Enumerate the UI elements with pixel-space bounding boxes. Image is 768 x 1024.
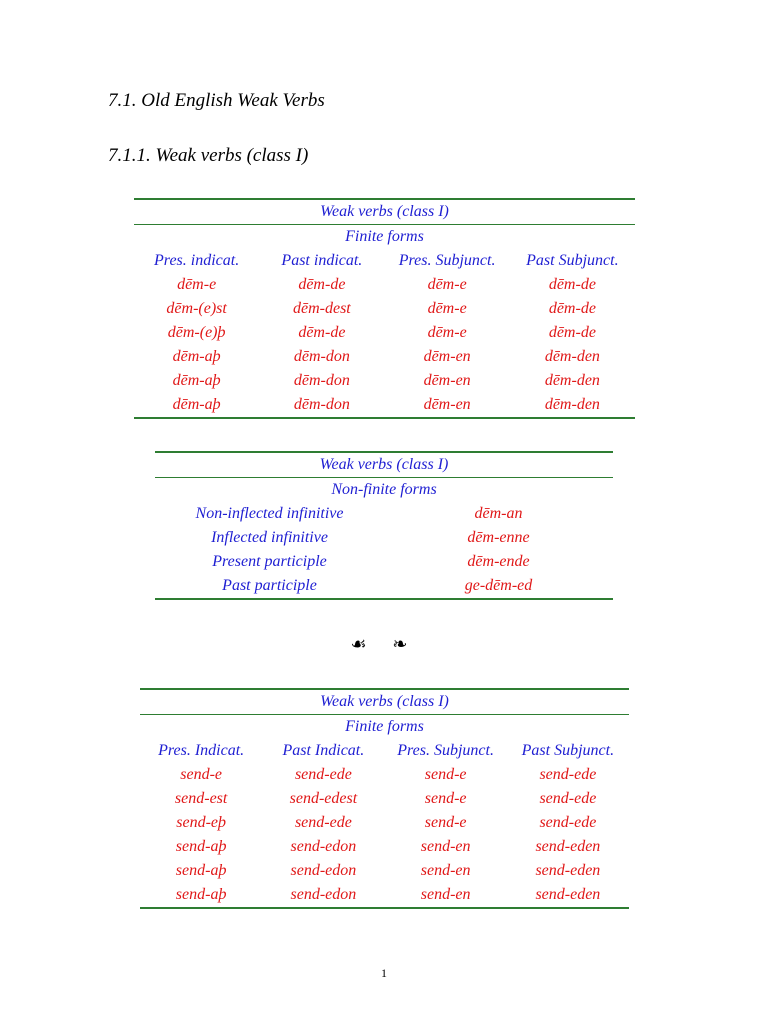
table-cell: send-aþ xyxy=(140,883,262,908)
table-cell: dēm-(e)þ xyxy=(167,324,226,341)
table-cell: send-ede xyxy=(294,766,352,783)
table-cell: dēm-aþ xyxy=(134,393,259,418)
table-header-row xyxy=(140,739,629,763)
table-cell: dēm-den xyxy=(510,393,635,418)
table-cell: send-eþ xyxy=(176,814,226,831)
table-title-row xyxy=(155,452,613,478)
table-row xyxy=(134,273,635,297)
table-row xyxy=(134,321,635,345)
column-header: Past Subjunct. xyxy=(521,742,615,759)
table-cell: send-ede xyxy=(539,814,597,831)
table-cell: send-e xyxy=(180,766,222,783)
table-row xyxy=(155,502,613,526)
table-row xyxy=(140,787,629,811)
table-cell: dēm-de xyxy=(548,300,596,317)
deman-non-finite-forms-table xyxy=(155,451,613,600)
form-value: dēm-enne xyxy=(467,529,530,546)
table-subtitle: Non-finite forms xyxy=(331,481,437,498)
table-cell: dēm-de xyxy=(548,276,596,293)
table-row xyxy=(140,811,629,835)
table-cell: dēm-e xyxy=(427,324,467,341)
table-row xyxy=(140,859,629,883)
floral-ornament-divider: ☙ ❧ xyxy=(350,634,418,655)
table-cell: send-est xyxy=(174,790,228,807)
table-cell: send-eden xyxy=(535,862,601,879)
sendan-finite-forms-table xyxy=(140,688,629,909)
table-cell: dēm-e xyxy=(427,276,467,293)
table-cell: dēm-de xyxy=(298,276,346,293)
form-label: Past participle xyxy=(155,574,384,599)
table-cell: send-eden xyxy=(535,838,601,855)
column-header: Pres. Subjunct. xyxy=(397,742,494,759)
table-row xyxy=(140,835,629,859)
table-cell: dēm-e xyxy=(177,276,217,293)
table-cell: send-edon xyxy=(290,862,357,879)
table-cell: send-e xyxy=(424,790,467,807)
table-cell: send-aþ xyxy=(175,862,227,879)
table-cell: dēm-aþ xyxy=(172,372,221,389)
table-subtitle-row xyxy=(155,478,613,503)
column-header: Pres. Subjunct. xyxy=(398,252,496,269)
table-header-row xyxy=(134,249,635,273)
table-row xyxy=(155,550,613,574)
page-number: 1 xyxy=(381,966,387,980)
subsection-title: 7.1.1. Weak verbs (class I) xyxy=(108,145,309,166)
table-cell: dēm-(e)st xyxy=(166,300,227,317)
table-cell: send-edon xyxy=(262,883,384,908)
column-header: Past Indicat. xyxy=(282,742,365,759)
table-cell: dēm-don xyxy=(293,372,350,389)
table-row xyxy=(155,574,613,599)
section-title: 7.1. Old English Weak Verbs xyxy=(108,90,325,111)
table-cell: send-edest xyxy=(289,790,358,807)
form-label: Inflected infinitive xyxy=(211,529,328,546)
table-cell: dēm-dest xyxy=(292,300,351,317)
column-header: Pres. Indicat. xyxy=(158,742,245,759)
table-cell: send-eden xyxy=(507,883,629,908)
table-cell: send-ede xyxy=(539,790,597,807)
table-cell: send-edon xyxy=(290,838,357,855)
table-subtitle-row xyxy=(140,715,629,740)
table-cell: send-e xyxy=(424,814,467,831)
table-cell: send-en xyxy=(420,862,471,879)
table-row xyxy=(140,883,629,908)
table-cell: send-en xyxy=(420,838,471,855)
table-cell: dēm-en xyxy=(423,348,471,365)
column-header: Past indicat. xyxy=(281,252,363,269)
column-header: Past Subjunct. xyxy=(526,252,619,269)
table-cell: dēm-don xyxy=(293,348,350,365)
table-row xyxy=(134,297,635,321)
table-cell: send-ede xyxy=(294,814,352,831)
table-cell: dēm-de xyxy=(548,324,596,341)
table-cell: dēm-den xyxy=(544,348,600,365)
table-title: Weak verbs (class I) xyxy=(140,689,629,715)
table-subtitle: Finite forms xyxy=(345,228,424,245)
form-value: dēm-an xyxy=(474,505,523,522)
table-cell: dēm-en xyxy=(385,393,510,418)
table-cell: dēm-aþ xyxy=(172,348,221,365)
table-cell: send-aþ xyxy=(175,838,227,855)
table-row xyxy=(155,526,613,550)
table-row xyxy=(134,369,635,393)
column-header: Pres. indicat. xyxy=(154,252,240,269)
table-title-row xyxy=(140,689,629,715)
table-cell: send-en xyxy=(385,883,507,908)
form-label: Present participle xyxy=(212,553,327,570)
table-title: Weak verbs (class I) xyxy=(134,199,635,225)
table-cell: dēm-en xyxy=(423,372,471,389)
table-row xyxy=(134,393,635,418)
table-cell: dēm-don xyxy=(259,393,384,418)
table-title-row xyxy=(134,199,635,225)
table-cell: dēm-e xyxy=(427,300,467,317)
deman-finite-forms-table xyxy=(134,198,635,419)
table-cell: send-e xyxy=(424,766,467,783)
table-subtitle-row xyxy=(134,225,635,250)
table-cell: dēm-den xyxy=(544,372,600,389)
table-cell: dēm-de xyxy=(298,324,346,341)
form-label: Non-inflected infinitive xyxy=(195,505,344,522)
table-row xyxy=(134,345,635,369)
table-title: Weak verbs (class I) xyxy=(155,452,613,478)
form-value: ge-dēm-ed xyxy=(384,574,613,599)
table-row xyxy=(140,763,629,787)
form-value: dēm-ende xyxy=(467,553,530,570)
table-cell: send-ede xyxy=(539,766,597,783)
table-subtitle: Finite forms xyxy=(345,718,424,735)
